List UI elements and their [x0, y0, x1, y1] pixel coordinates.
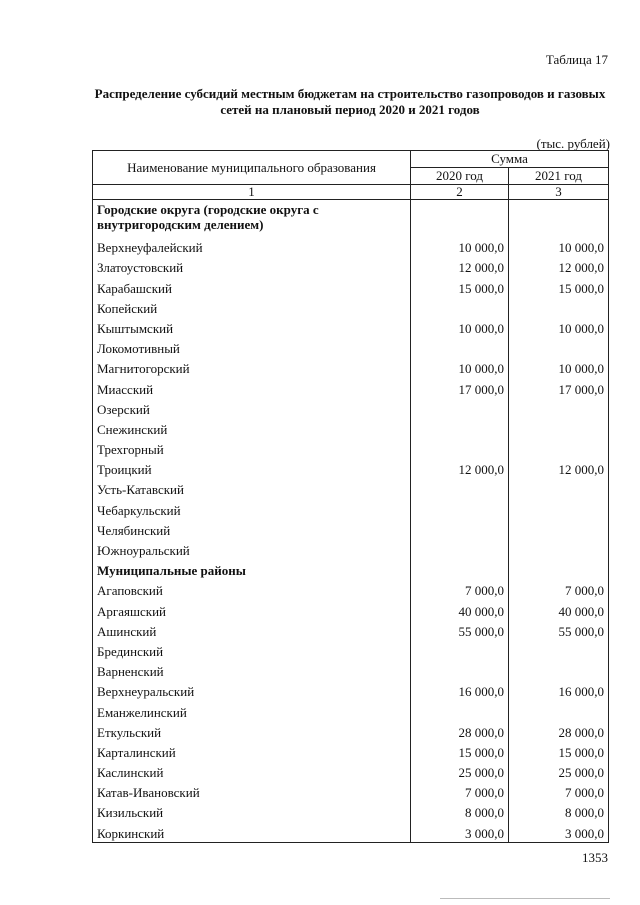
value-2021: [509, 519, 609, 539]
value-2020: 10 000,0: [411, 317, 509, 337]
value-2021: 12 000,0: [509, 256, 609, 276]
value-2021: 15 000,0: [509, 276, 609, 296]
table-row: [93, 317, 609, 337]
municipality-name: Усть-Катавский: [93, 478, 411, 498]
value-2021: [509, 418, 609, 438]
value-2020: [411, 498, 509, 518]
value-2020: 10 000,0: [411, 357, 509, 377]
value-2020: [411, 660, 509, 680]
table-row: [93, 498, 609, 518]
table-row: [93, 337, 609, 357]
header-2021: 2021 год: [509, 168, 609, 185]
value-2020: 55 000,0: [411, 620, 509, 640]
value-2020: [411, 539, 509, 559]
value-2021: 15 000,0: [509, 741, 609, 761]
municipality-name: Южноуральский: [93, 539, 411, 559]
table-row: [93, 398, 609, 418]
municipality-name: Коркинский: [93, 821, 411, 842]
value-2020: 25 000,0: [411, 761, 509, 781]
table-row: [93, 761, 609, 781]
municipality-name: Снежинский: [93, 418, 411, 438]
value-2021: 16 000,0: [509, 680, 609, 700]
municipality-name: Кизильский: [93, 801, 411, 821]
municipality-name: Еманжелинский: [93, 700, 411, 720]
table-row: [93, 680, 609, 700]
table-row: [93, 478, 609, 498]
value-2020: [411, 200, 509, 237]
table-row: [93, 781, 609, 801]
value-2020: [411, 337, 509, 357]
value-2021: 7 000,0: [509, 781, 609, 801]
value-2021: [509, 498, 609, 518]
value-2021: 10 000,0: [509, 236, 609, 256]
value-2020: [411, 438, 509, 458]
value-2020: 7 000,0: [411, 579, 509, 599]
subsidy-table: [92, 150, 609, 843]
table-row: [93, 236, 609, 256]
value-2021: 17 000,0: [509, 377, 609, 397]
municipality-name: Еткульский: [93, 721, 411, 741]
municipality-name: Муниципальные районы: [93, 559, 411, 579]
value-2020: 8 000,0: [411, 801, 509, 821]
value-2020: [411, 700, 509, 720]
value-2020: 40 000,0: [411, 599, 509, 619]
value-2021: [509, 660, 609, 680]
table-row: [93, 640, 609, 660]
municipality-name: Каслинский: [93, 761, 411, 781]
value-2020: [411, 297, 509, 317]
value-2021: [509, 297, 609, 317]
table-row: [93, 821, 609, 842]
municipality-name: Катав-Ивановский: [93, 781, 411, 801]
units-label: (тыс. рублей): [536, 136, 610, 151]
table-row: [93, 276, 609, 296]
value-2020: 15 000,0: [411, 276, 509, 296]
header-name: Наименование муниципального образования: [93, 151, 411, 185]
value-2021: [509, 640, 609, 660]
value-2021: 10 000,0: [509, 317, 609, 337]
table-row: [93, 438, 609, 458]
value-2021: [509, 398, 609, 418]
value-2021: [509, 559, 609, 579]
municipality-name: Ашинский: [93, 620, 411, 640]
value-2020: 15 000,0: [411, 741, 509, 761]
table-row: [93, 700, 609, 720]
value-2021: [509, 700, 609, 720]
value-2020: [411, 398, 509, 418]
value-2021: 7 000,0: [509, 579, 609, 599]
municipality-name: Кыштымский: [93, 317, 411, 337]
value-2020: [411, 640, 509, 660]
municipality-name: Челябинский: [93, 519, 411, 539]
municipality-name: Чебаркульский: [93, 498, 411, 518]
municipality-name: Магнитогорский: [93, 357, 411, 377]
value-2021: 28 000,0: [509, 721, 609, 741]
municipality-name: Брединский: [93, 640, 411, 660]
table-row: [93, 620, 609, 640]
municipality-name: Миасский: [93, 377, 411, 397]
table-row: [93, 599, 609, 619]
municipality-name: Златоустовский: [93, 256, 411, 276]
municipality-name: Озерский: [93, 398, 411, 418]
municipality-name: Копейский: [93, 297, 411, 317]
value-2020: 28 000,0: [411, 721, 509, 741]
value-2021: [509, 200, 609, 237]
municipality-name: Городские округа (городские округа с внутригородским делением): [93, 200, 411, 237]
footer-divider: [440, 898, 610, 899]
header-col-number-1: 1: [93, 185, 411, 200]
table-row: [93, 741, 609, 761]
table-header: [93, 151, 609, 200]
value-2020: 17 000,0: [411, 377, 509, 397]
value-2020: [411, 519, 509, 539]
table-row: [93, 801, 609, 821]
municipality-name: Варненский: [93, 660, 411, 680]
value-2020: 10 000,0: [411, 236, 509, 256]
value-2021: [509, 337, 609, 357]
municipality-name: Верхнеуфалейский: [93, 236, 411, 256]
municipality-name: Локомотивный: [93, 337, 411, 357]
table-row: [93, 579, 609, 599]
table-row: [93, 297, 609, 317]
table-row: [93, 377, 609, 397]
value-2020: [411, 418, 509, 438]
value-2021: 8 000,0: [509, 801, 609, 821]
table-row: [93, 539, 609, 559]
section-row: [93, 200, 609, 237]
value-2021: 12 000,0: [509, 458, 609, 478]
table-row: [93, 256, 609, 276]
table-row: [93, 418, 609, 438]
document-title: Распределение субсидий местным бюджетам на строительство газопроводов и газовых сетей на плановый период 2020 и 2021 годов: [94, 86, 606, 117]
header-2020: 2020 год: [411, 168, 509, 185]
value-2020: 12 000,0: [411, 458, 509, 478]
value-2021: 25 000,0: [509, 761, 609, 781]
value-2021: [509, 539, 609, 559]
table-number: Таблица 17: [545, 52, 608, 67]
value-2021: 3 000,0: [509, 821, 609, 842]
value-2020: [411, 559, 509, 579]
page-number: 1353: [582, 850, 608, 865]
municipality-name: Трехгорный: [93, 438, 411, 458]
section-row: [93, 559, 609, 579]
table-row: [93, 357, 609, 377]
table-body: [93, 200, 609, 843]
value-2020: [411, 478, 509, 498]
header-col-number-3: 3: [509, 185, 609, 200]
value-2021: [509, 438, 609, 458]
value-2020: 16 000,0: [411, 680, 509, 700]
municipality-name: Карталинский: [93, 741, 411, 761]
table-row: [93, 660, 609, 680]
value-2020: 12 000,0: [411, 256, 509, 276]
header-col-number-2: 2: [411, 185, 509, 200]
municipality-name: Карабашский: [93, 276, 411, 296]
value-2020: 7 000,0: [411, 781, 509, 801]
value-2021: 40 000,0: [509, 599, 609, 619]
municipality-name: Верхнеуральский: [93, 680, 411, 700]
value-2020: 3 000,0: [411, 821, 509, 842]
table-row: [93, 458, 609, 478]
table-row: [93, 519, 609, 539]
value-2021: 55 000,0: [509, 620, 609, 640]
municipality-name: Троицкий: [93, 458, 411, 478]
municipality-name: Аргаяшский: [93, 599, 411, 619]
municipality-name: Агаповский: [93, 579, 411, 599]
value-2021: [509, 478, 609, 498]
header-sum: Сумма: [411, 151, 609, 168]
value-2021: 10 000,0: [509, 357, 609, 377]
table-row: [93, 721, 609, 741]
